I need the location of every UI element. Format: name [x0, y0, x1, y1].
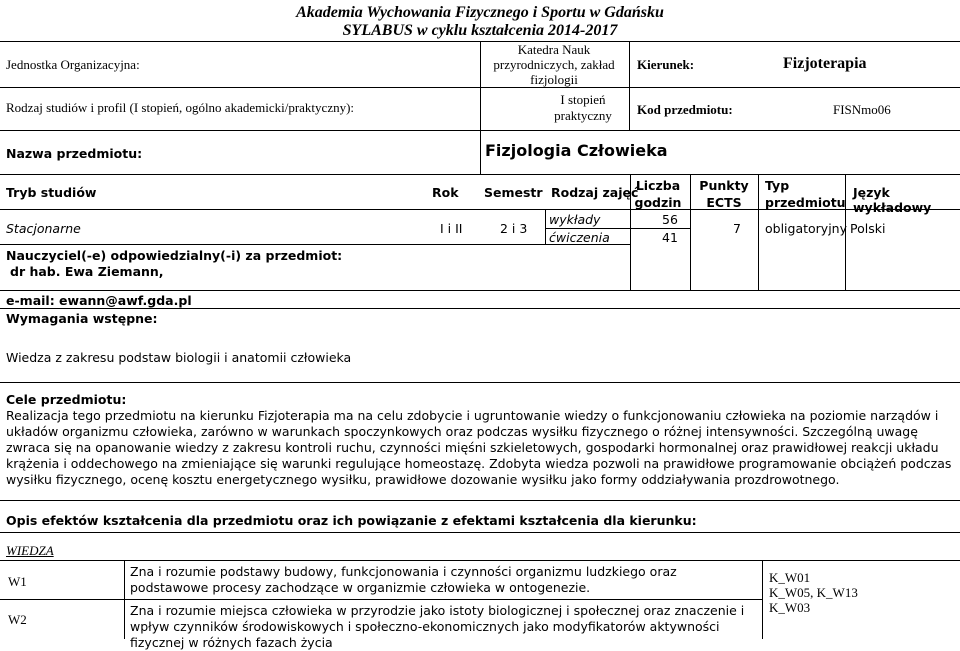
kierunek-label: Kierunek:	[637, 57, 695, 72]
teacher-name: dr hab. Ewa Ziemann,	[10, 264, 164, 279]
value-typ: obligatoryjny	[765, 221, 848, 236]
divider	[0, 244, 630, 245]
divider	[762, 560, 763, 639]
study-type-value: I stopień praktyczny	[554, 92, 612, 123]
divider	[0, 308, 960, 309]
divider	[0, 532, 960, 533]
col-typ: Typ przedmiotu	[765, 178, 846, 210]
value-rodzaj-1: wykłady	[549, 212, 601, 227]
institution-title: Akademia Wychowania Fizycznego i Sportu w Gdańsku	[296, 4, 664, 21]
col-tryb: Tryb studiów	[6, 185, 97, 200]
outcomes-heading: Opis efektów kształcenia dla przedmiotu oraz ich powiązanie z efektami kształcenia dla kierunku:	[6, 513, 697, 528]
unit-label: Jednostka Organizacyjna:	[6, 57, 140, 72]
divider	[630, 175, 631, 290]
divider	[124, 560, 125, 639]
requirements-label: Wymagania wstępne:	[6, 311, 158, 326]
outcome-ref: K_W01	[769, 570, 811, 585]
value-punkty: 7	[733, 221, 741, 236]
value-godz-1: 56	[662, 212, 678, 227]
outcomes-section: WIEDZA	[6, 543, 54, 558]
goals-text: Realizacja tego przedmiotu na kierunku Fizjoterapia ma na celu zdobycie i ugruntowanie wiedzy o funkcjonowaniu człowieka na poziomie narządów i układów organizmu człowieka, zarówno w warunkach spoczynkowych oraz podczas wysiłku fizycznego o różnej intensywności. Szczególną uwagę zwraca się na opanowanie wiedzy z zakresu kontroli ruchu, czynności mięśni szkieletowych, gospodarki hormonalnej oraz prawidłowej reakcji układu krążenia i oddechowego na zmieniające się warunki regulujące homeostazę. Zdobyta wiedza pozwoli na prawidłowe programowanie obciążeń podczas wysiłku fizycznego, ocenę kosztu energetycznego wysiłku, prawidłowe dozowanie wysiłku jako formy oddziaływania prozdrowotnego.	[6, 408, 952, 487]
study-type-label: Rodzaj studiów i profil (I stopień, ogólno akademicki/praktyczny):	[6, 100, 355, 115]
col-liczba: Liczba godzin	[634, 178, 682, 210]
divider	[0, 382, 960, 383]
outcome-text: Zna i rozumie podstawy budowy, funkcjonowania i czynności organizmu ludzkiego oraz podstawowe procesy zachodzące w organizmie człowieka w ontogenezie.	[130, 564, 677, 595]
outcome-refs	[769, 570, 858, 615]
code-value: FISNmo06	[833, 102, 891, 117]
teacher-label: Nauczyciel(-e) odpowiedzialny(-i) za przedmiot:	[6, 248, 343, 263]
divider	[545, 209, 546, 244]
col-jezyk: Język wykładowy	[853, 185, 932, 215]
divider	[0, 174, 960, 175]
value-rodzaj-2: ćwiczenia	[549, 230, 610, 245]
syllabus-subtitle: SYLABUS w cyklu kształcenia 2014-2017	[342, 22, 618, 39]
divider	[629, 41, 630, 130]
divider	[480, 41, 481, 174]
col-semestr: Semestr	[484, 185, 543, 200]
divider	[0, 209, 960, 210]
goals-label: Cele przedmiotu:	[6, 392, 127, 407]
divider	[0, 500, 960, 501]
kierunek-value: Fizjoterapia	[783, 55, 867, 72]
divider	[0, 599, 762, 600]
unit-value: Katedra Nauk przyrodniczych, zakład fizjologii	[493, 42, 615, 87]
value-rok: I i II	[440, 221, 463, 236]
outcome-text: Zna i rozumie miejsca człowieka w przyrodzie jako istoty biologicznej i społecznej oraz znaczenie i wpływ czynników środowiskowych i społeczno-ekonomicznych jako modyfikatorów aktywności fizycznej w różnych fazach życia	[130, 603, 745, 650]
col-rok: Rok	[432, 185, 459, 200]
subject-name-label: Nazwa przedmiotu:	[6, 146, 143, 161]
divider	[758, 175, 759, 290]
divider	[546, 228, 690, 229]
value-jezyk: Polski	[850, 221, 886, 236]
outcome-ref: K_W05, K_W13	[769, 585, 858, 600]
value-godz-2: 41	[662, 230, 678, 245]
col-rodzaj: Rodzaj zajęć	[551, 185, 639, 200]
outcome-code: W1	[8, 574, 27, 589]
outcome-code: W2	[8, 612, 27, 627]
divider	[690, 175, 691, 290]
outcome-ref: K_W03	[769, 600, 811, 615]
divider	[0, 290, 960, 291]
subject-name-value: Fizjologia Człowieka	[485, 141, 668, 160]
code-label: Kod przedmiotu:	[637, 102, 733, 117]
requirements-text: Wiedza z zakresu podstaw biologii i anatomii człowieka	[6, 350, 352, 365]
value-semestr: 2 i 3	[500, 221, 528, 236]
teacher-email[interactable]: e-mail: ewann@awf.gda.pl	[6, 293, 192, 308]
divider	[0, 560, 960, 561]
col-punkty: Punkty ECTS	[699, 178, 749, 210]
value-tryb: Stacjonarne	[6, 221, 81, 236]
